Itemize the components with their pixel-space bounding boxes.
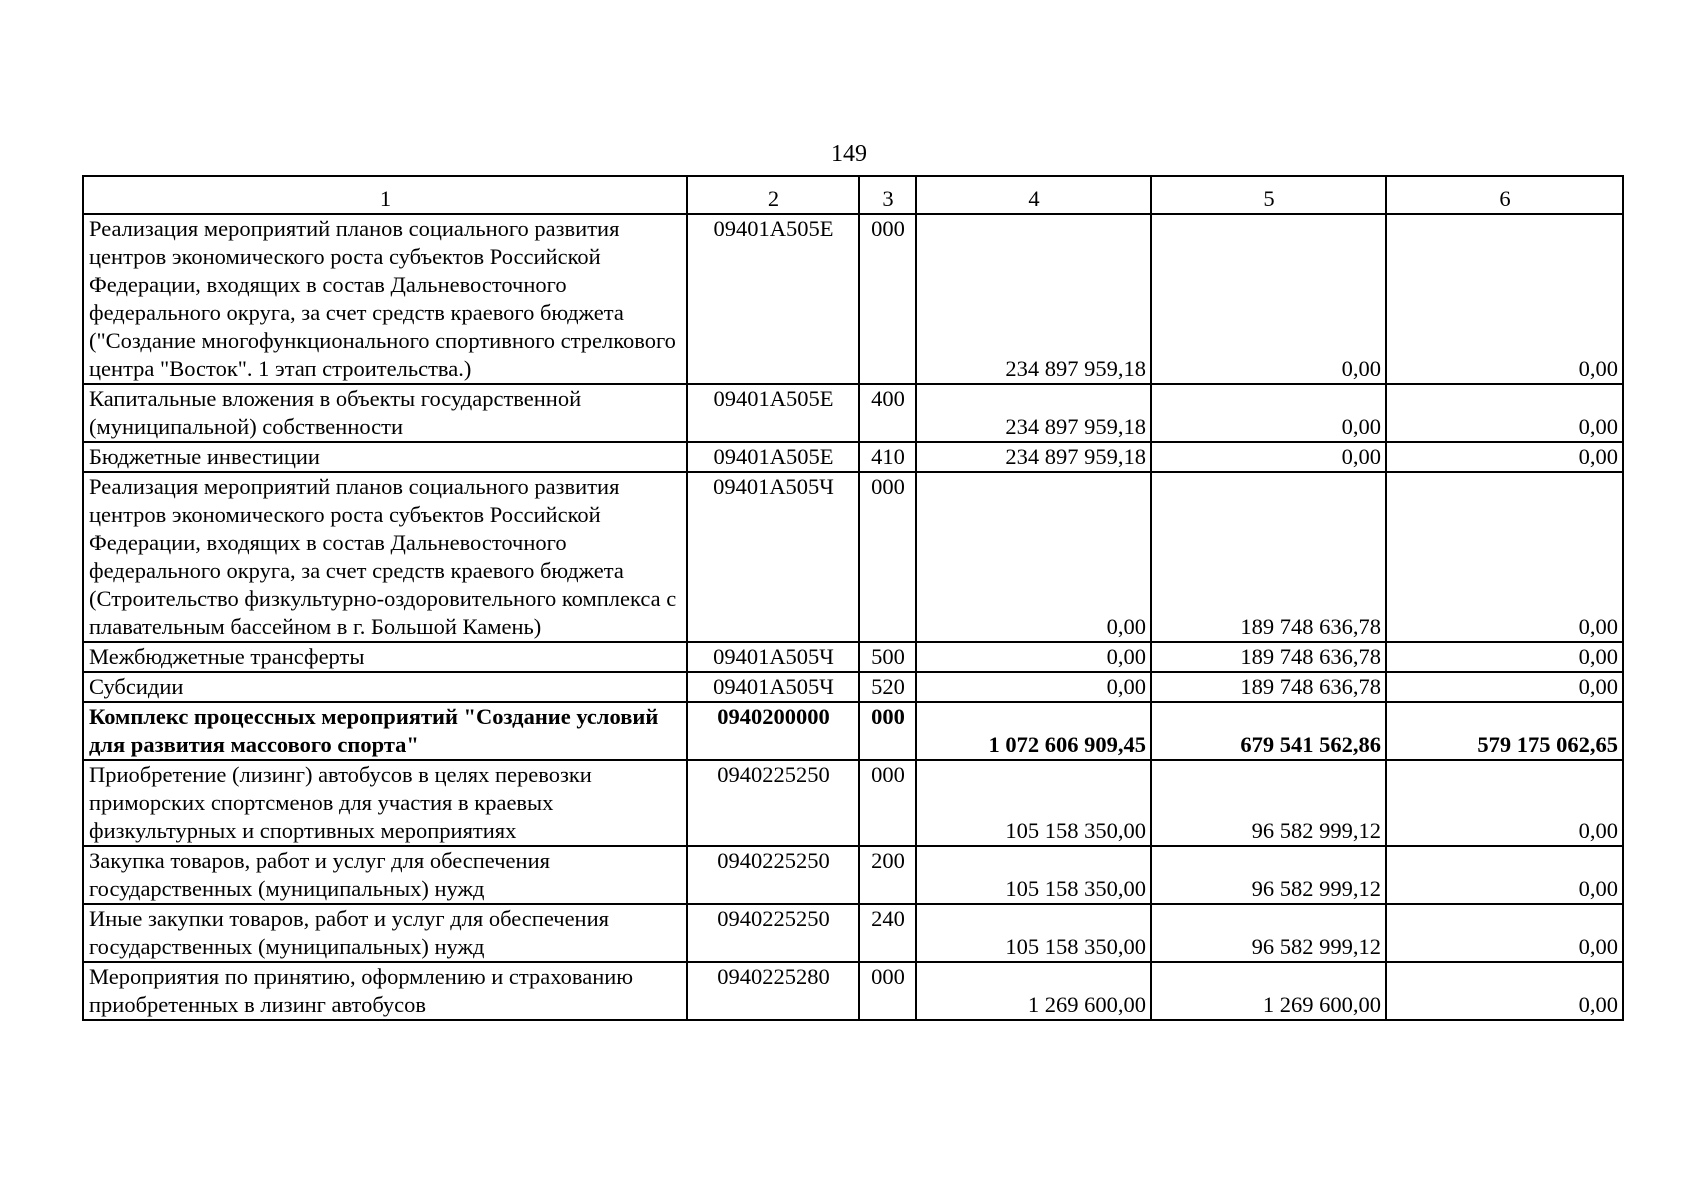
row-value-col4: 0,00: [916, 472, 1151, 642]
table-row: [83, 214, 1623, 384]
row-expense-type: 520: [859, 672, 916, 702]
row-value-col6: 579 175 062,65: [1386, 702, 1623, 760]
row-expense-type: 200: [859, 846, 916, 904]
row-value-col5: 189 748 636,78: [1151, 642, 1386, 672]
row-value-col6: 0,00: [1386, 642, 1623, 672]
row-expense-type: 000: [859, 962, 916, 1020]
row-value-col6: 0,00: [1386, 672, 1623, 702]
row-value-col5: 0,00: [1151, 384, 1386, 442]
column-header: 4: [916, 176, 1151, 214]
row-value-col6: 0,00: [1386, 904, 1623, 962]
row-value-col4: 105 158 350,00: [916, 846, 1151, 904]
table-row-subtotal: [83, 702, 1623, 760]
row-value-col4: 105 158 350,00: [916, 904, 1151, 962]
row-value-col5: 96 582 999,12: [1151, 760, 1386, 846]
row-value-col4: 0,00: [916, 642, 1151, 672]
row-value-col5: 189 748 636,78: [1151, 472, 1386, 642]
row-value-col6: 0,00: [1386, 472, 1623, 642]
table-row: [83, 962, 1623, 1020]
row-code: 09401A505E: [687, 214, 859, 384]
row-expense-type: 000: [859, 760, 916, 846]
row-name: Межбюджетные трансферты: [83, 642, 687, 672]
row-value-col4: 0,00: [916, 672, 1151, 702]
row-name: Субсидии: [83, 672, 687, 702]
row-name: Мероприятия по принятию, оформлению и страхованию приобретенных в лизинг автобусов: [83, 962, 687, 1020]
row-expense-type: 400: [859, 384, 916, 442]
row-name: Капитальные вложения в объекты государственной (муниципальной) собственности: [83, 384, 687, 442]
table-row: [83, 642, 1623, 672]
row-value-col5: 96 582 999,12: [1151, 904, 1386, 962]
row-value-col4: 105 158 350,00: [916, 760, 1151, 846]
row-name: Реализация мероприятий планов социального развития центров экономического роста субъектов Российской Федерации, входящих в состав Дальневосточного федерального округа, за счет средств краевого бюджета (Строительство физкультурно-оздоровительного комплекса с плавательным бассейном в г. Большой Камень): [83, 472, 687, 642]
column-header: 6: [1386, 176, 1623, 214]
row-value-col5: 0,00: [1151, 442, 1386, 472]
table-row: [83, 672, 1623, 702]
table-row: [83, 760, 1623, 846]
row-code: 09401A505Ч: [687, 672, 859, 702]
row-code: 0940225250: [687, 904, 859, 962]
row-value-col4: 1 072 606 909,45: [916, 702, 1151, 760]
column-header: 1: [83, 176, 687, 214]
row-expense-type: 000: [859, 702, 916, 760]
row-value-col4: 234 897 959,18: [916, 384, 1151, 442]
column-header: 5: [1151, 176, 1386, 214]
row-code: 09401A505E: [687, 384, 859, 442]
row-expense-type: 000: [859, 214, 916, 384]
row-code: 09401A505Ч: [687, 472, 859, 642]
row-expense-type: 000: [859, 472, 916, 642]
row-value-col4: 234 897 959,18: [916, 442, 1151, 472]
table-row: [83, 846, 1623, 904]
row-name: Закупка товаров, работ и услуг для обеспечения государственных (муниципальных) нужд: [83, 846, 687, 904]
row-expense-type: 500: [859, 642, 916, 672]
row-code: 0940225250: [687, 760, 859, 846]
row-value-col6: 0,00: [1386, 384, 1623, 442]
row-value-col5: 96 582 999,12: [1151, 846, 1386, 904]
row-value-col4: 234 897 959,18: [916, 214, 1151, 384]
table-header-row: [83, 176, 1623, 214]
budget-table: [82, 175, 1624, 1021]
row-value-col6: 0,00: [1386, 760, 1623, 846]
row-value-col6: 0,00: [1386, 962, 1623, 1020]
row-value-col5: 679 541 562,86: [1151, 702, 1386, 760]
row-value-col5: 1 269 600,00: [1151, 962, 1386, 1020]
row-name: Приобретение (лизинг) автобусов в целях перевозки приморских спортсменов для участия в краевых физкультурных и спортивных мероприятиях: [83, 760, 687, 846]
row-value-col4: 1 269 600,00: [916, 962, 1151, 1020]
row-code: 0940225280: [687, 962, 859, 1020]
row-name: Реализация мероприятий планов социального развития центров экономического роста субъектов Российской Федерации, входящих в состав Дальневосточного федерального округа, за счет средств краевого бюджета ("Создание многофункционального спортивного стрелкового центра "Восток". 1 этап строительства.): [83, 214, 687, 384]
row-name: Комплекс процессных мероприятий "Создание условий для развития массового спорта": [83, 702, 687, 760]
row-value-col6: 0,00: [1386, 214, 1623, 384]
row-value-col6: 0,00: [1386, 846, 1623, 904]
column-header: 2: [687, 176, 859, 214]
row-expense-type: 240: [859, 904, 916, 962]
row-code: 0940200000: [687, 702, 859, 760]
table-row: [83, 904, 1623, 962]
table-row: [83, 472, 1623, 642]
row-code: 09401A505E: [687, 442, 859, 472]
table-row: [83, 384, 1623, 442]
page-number: 149: [831, 141, 867, 167]
column-header: 3: [859, 176, 916, 214]
row-code: 09401A505Ч: [687, 642, 859, 672]
row-name: Иные закупки товаров, работ и услуг для обеспечения государственных (муниципальных) нужд: [83, 904, 687, 962]
row-value-col5: 189 748 636,78: [1151, 672, 1386, 702]
row-expense-type: 410: [859, 442, 916, 472]
row-name: Бюджетные инвестиции: [83, 442, 687, 472]
table-row: [83, 442, 1623, 472]
row-value-col6: 0,00: [1386, 442, 1623, 472]
row-value-col5: 0,00: [1151, 214, 1386, 384]
row-code: 0940225250: [687, 846, 859, 904]
